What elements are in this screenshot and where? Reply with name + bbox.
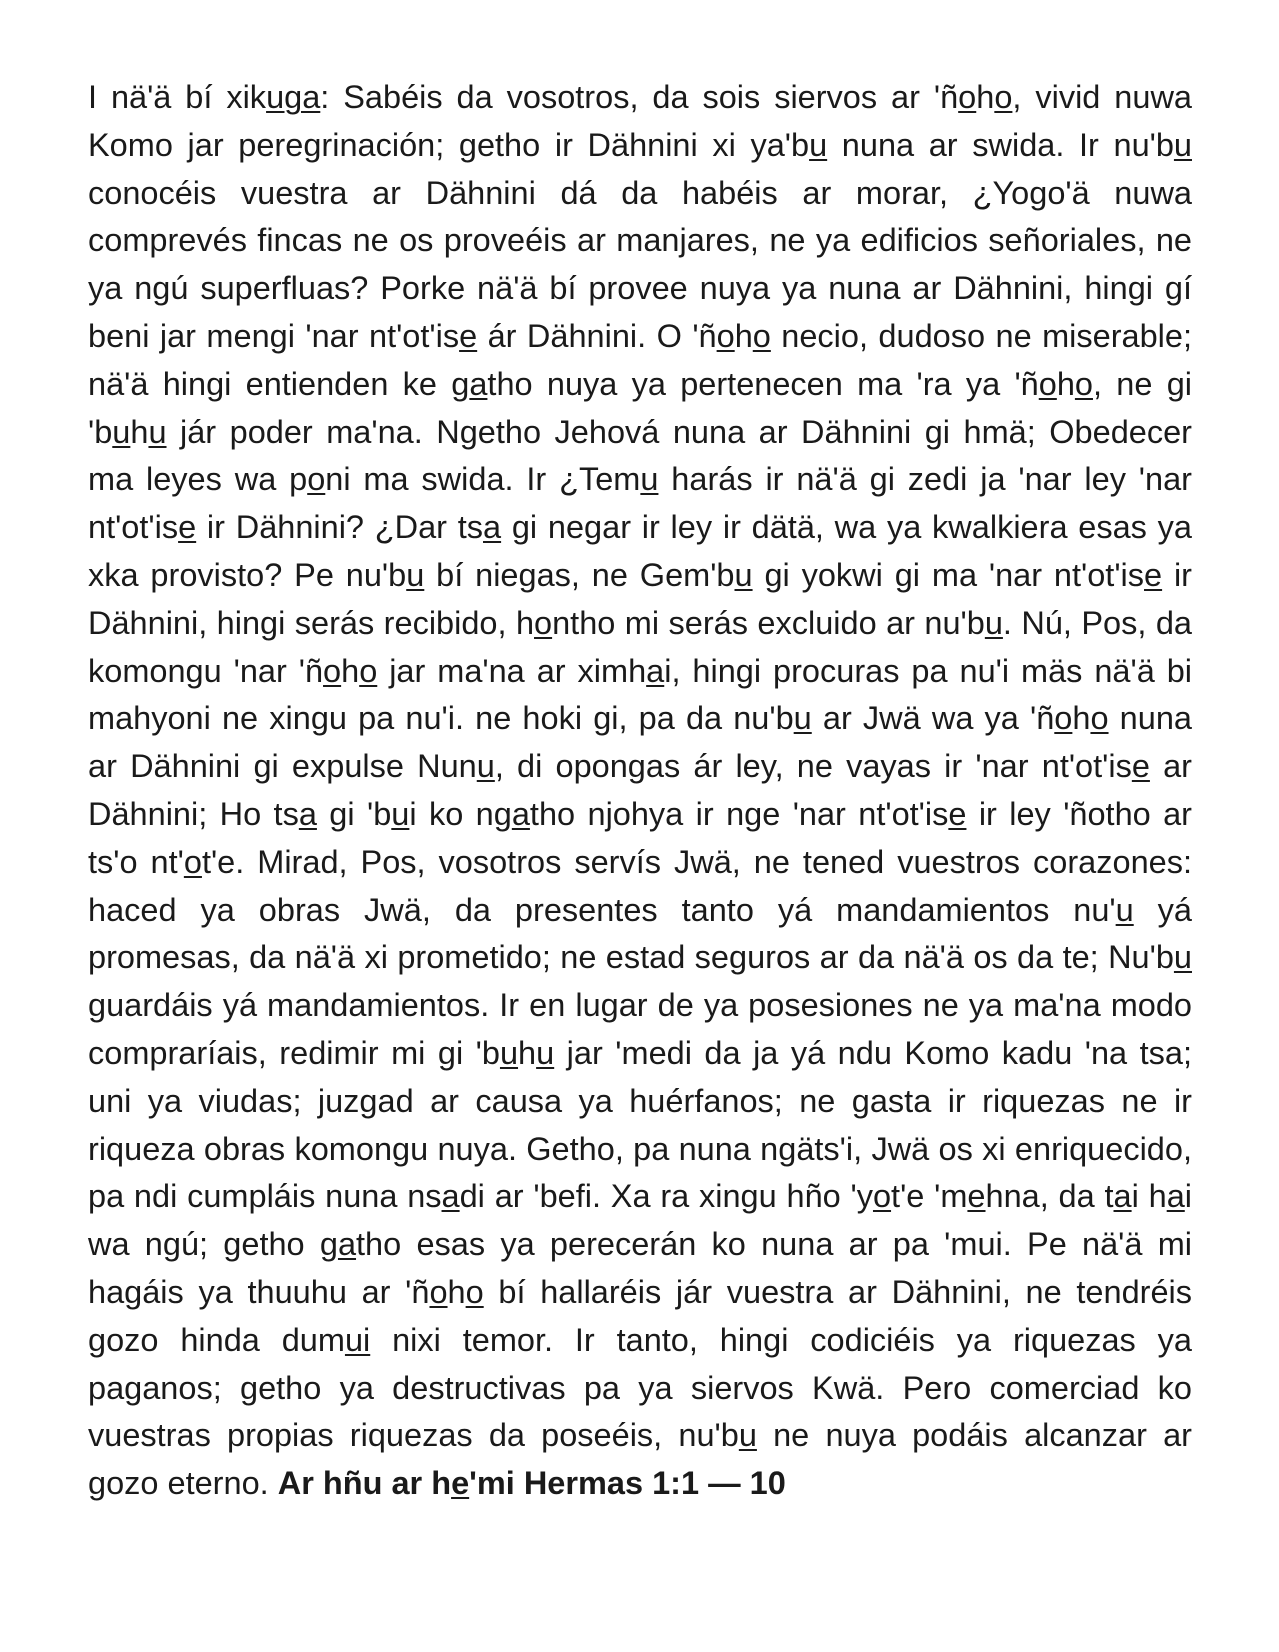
page bbox=[88, 74, 1192, 1508]
underlined-letter: o bbox=[752, 317, 771, 354]
underlined-letter: o bbox=[307, 461, 326, 498]
text-segment: i, hingi procuras pa nu'i mäs nä'ä bi mahyoni ne xingu pa nu'i. ne hoki gi, pa da nu'b bbox=[88, 652, 1192, 737]
text-segment: : Sabéis da vosotros, da sois siervos ar 'ñ bbox=[320, 79, 959, 115]
underlined-letter: e bbox=[948, 795, 967, 832]
underlined-letter: e bbox=[459, 317, 478, 354]
underlined-letter: o bbox=[1054, 700, 1073, 737]
underlined-letter: u bbox=[1115, 891, 1134, 928]
underlined-letter: o bbox=[429, 1273, 448, 1310]
underlined-letter: a bbox=[1113, 1178, 1132, 1215]
underlined-letter: o bbox=[1090, 700, 1109, 737]
underlined-letter: u bbox=[1173, 939, 1192, 976]
text-segment: i ko ng bbox=[409, 795, 512, 832]
text-segment: harás ir nä'ä gi zedi ja 'nar ley 'nar nt'ot'is bbox=[88, 461, 1192, 546]
text-segment: ne nuya podáis alcanzar ar gozo eterno. bbox=[88, 1417, 1192, 1502]
underlined-letter: e bbox=[178, 509, 197, 546]
text-segment: jar 'medi da ja yá ndu Komo kadu 'na tsa; uni ya viudas; juzgad ar causa ya huérfanos; ne gasta ir riquezas ne ir riqueza obras komongu nuya. Getho, pa nuna ngäts'i, Jwä os xi enriquecido, pa ndi cumpláis nuna ns bbox=[88, 1034, 1193, 1215]
text-segment: , di opongas ár ley, ne vayas ir 'nar nt'ot'is bbox=[494, 748, 1132, 785]
underlined-letter: o bbox=[323, 652, 342, 689]
citation bbox=[278, 1465, 786, 1501]
underlined-letter: e bbox=[1144, 556, 1163, 593]
text-segment: t'e. Mirad, Pos, vosotros servís Jwä, ne tened vuestros corazones: haced ya obras Jwä, da presentes tanto yá mandamientos nu' bbox=[88, 843, 1193, 928]
text-segment: ár Dähnini. O 'ñ bbox=[477, 317, 717, 354]
underlined-letter: u bbox=[984, 604, 1003, 641]
underlined-letter: u bbox=[809, 126, 828, 163]
underlined-letter: u bbox=[406, 556, 425, 593]
text-segment: tho esas ya perecerán ko nuna ar pa 'mui. Pe nä'ä mi hagáis ya thuuhu ar 'ñ bbox=[88, 1226, 1192, 1310]
text-segment: h bbox=[976, 79, 995, 115]
text-segment: ni ma swida. Ir ¿Tem bbox=[325, 461, 641, 498]
underlined-letter: o bbox=[958, 79, 977, 115]
text-segment: ntho mi serás excluido ar nu'b bbox=[552, 604, 985, 641]
underlined-letter: o bbox=[716, 317, 735, 354]
underlined-letter: e bbox=[967, 1178, 986, 1215]
underlined-letter: u bbox=[734, 556, 753, 593]
text-segment: jar ma'na ar ximh bbox=[377, 652, 647, 689]
underlined-letter: o bbox=[359, 652, 378, 689]
underlined-letter: u bbox=[499, 1034, 519, 1071]
text-segment: h bbox=[1056, 365, 1075, 402]
text-segment: conocéis vuestra ar Dähnini dá da habéis ar morar, ¿Yogo'ä nuwa comprevés fincas ne os proveéis ar manjares, ne ya edificios señoriales, ne ya ngú superfluas? Porke nä'ä bí provee nuya ya nuna ar Dähnini, hingi gí beni jar mengi 'nar nt'ot'is bbox=[88, 174, 1192, 354]
underlined-letter: uga bbox=[266, 79, 321, 115]
text-segment: nixi temor. Ir tanto, hingi codiciéis ya riquezas ya paganos; getho ya destructivas pa ya siervos Kwä. Pero comerciad ko vuestras propias riquezas da poseéis, nu'b bbox=[88, 1321, 1192, 1454]
text-segment: h bbox=[518, 1034, 537, 1071]
underlined-letter: o bbox=[1074, 365, 1093, 402]
underlined-letter: ui bbox=[344, 1321, 371, 1358]
underlined-letter: u bbox=[640, 461, 659, 498]
text-segment: h bbox=[1072, 700, 1091, 737]
text-segment: tho njohya ir nge 'nar nt'ot'is bbox=[529, 795, 949, 832]
text-segment: bí hallaréis jár vuestra ar Dähnini, ne tendréis gozo hinda dum bbox=[88, 1273, 1193, 1358]
text-segment: di ar 'befi. Xa ra xingu hño 'y bbox=[459, 1178, 873, 1215]
underlined-letter: a bbox=[646, 652, 665, 689]
underlined-letter: o bbox=[872, 1178, 892, 1215]
text-segment: nuna ar swida. Ir nu'b bbox=[827, 126, 1174, 163]
underlined-letter: u bbox=[536, 1034, 555, 1071]
underlined-letter: a bbox=[441, 1178, 460, 1215]
text-segment: ar Jwä wa ya 'ñ bbox=[811, 700, 1055, 737]
underlined-letter: u bbox=[391, 795, 410, 832]
text-segment: 'mi Hermas 1:1 — 10 bbox=[469, 1465, 786, 1502]
text-segment: h bbox=[341, 652, 360, 689]
text-segment: h bbox=[447, 1273, 466, 1310]
text-segment: bí niegas, ne Gem'b bbox=[424, 556, 735, 593]
text-segment: gi negar ir ley ir dätä, wa ya kwalkiera esas ya xka provisto? Pe nu'b bbox=[88, 509, 1192, 593]
text-segment: . Nú, Pos, da komongu 'nar 'ñ bbox=[88, 604, 1192, 689]
text-segment: , vivid nuwa Komo jar peregrinación; getho ir Dähnini xi ya'b bbox=[88, 79, 1192, 163]
text-segment: yá promesas, da nä'ä xi prometido; ne estad seguros ar da nä'ä os da te; Nu'b bbox=[88, 891, 1193, 976]
underlined-letter: u bbox=[793, 700, 812, 737]
underlined-letter: a bbox=[469, 365, 488, 402]
text-segment: ar Dähnini; Ho ts bbox=[88, 748, 1192, 832]
underlined-letter: o bbox=[183, 843, 202, 880]
text-segment: i h bbox=[1131, 1178, 1167, 1215]
underlined-letter: u bbox=[1173, 126, 1192, 163]
underlined-letter: o bbox=[994, 79, 1013, 115]
underlined-letter: a bbox=[337, 1226, 357, 1263]
text-segment: Ar hñu ar h bbox=[277, 1465, 452, 1502]
text-segment: h bbox=[130, 413, 149, 450]
text-segment: h bbox=[734, 317, 753, 354]
body-text bbox=[88, 79, 1192, 1501]
body-paragraph bbox=[88, 74, 1192, 1508]
underlined-letter: e bbox=[451, 1465, 470, 1502]
text-segment: gi 'b bbox=[316, 795, 392, 832]
text-segment: ir ley 'ñotho ar ts'o nt' bbox=[88, 795, 1193, 880]
underlined-letter: o bbox=[1038, 365, 1057, 402]
underlined-letter: o bbox=[534, 604, 553, 641]
text-segment: , ne gi 'b bbox=[88, 365, 1192, 450]
text-segment: jár poder ma'na. Ngetho Jehová nuna ar Dähnini gi hmä; Obedecer ma leyes wa p bbox=[88, 413, 1192, 498]
underlined-letter: a bbox=[483, 509, 502, 546]
text-segment: tho nuya ya pertenecen ma 'ra ya 'ñ bbox=[487, 365, 1039, 402]
text-segment: necio, dudoso ne miserable; nä'ä hingi entienden ke g bbox=[88, 317, 1192, 402]
underlined-letter: a bbox=[298, 795, 317, 832]
text-segment: guardáis yá mandamientos. Ir en lugar de ya posesiones ne ya ma'na modo compraríais, redimir mi gi 'b bbox=[88, 987, 1192, 1071]
underlined-letter: e bbox=[1131, 748, 1150, 785]
underlined-letter: o bbox=[465, 1273, 484, 1310]
text-segment: t'e 'm bbox=[891, 1178, 968, 1215]
text-segment: I nä'ä bí xik bbox=[88, 79, 267, 115]
text-segment: gi yokwi gi ma 'nar nt'ot'is bbox=[752, 556, 1145, 593]
underlined-letter: u bbox=[738, 1417, 757, 1454]
text-segment: nuna ar Dähnini gi expulse Nun bbox=[88, 700, 1192, 785]
underlined-letter: a bbox=[511, 795, 530, 832]
text-segment: hna, da t bbox=[985, 1178, 1114, 1215]
underlined-letter: u bbox=[148, 413, 167, 450]
underlined-letter: a bbox=[1166, 1178, 1185, 1215]
underlined-letter: u bbox=[476, 748, 495, 785]
text-segment: ir Dähnini? ¿Dar ts bbox=[196, 509, 484, 546]
text-segment: i wa ngú; getho g bbox=[88, 1178, 1192, 1263]
underlined-letter: u bbox=[112, 413, 131, 450]
text-segment: ir Dähnini, hingi serás recibido, h bbox=[88, 556, 1192, 641]
